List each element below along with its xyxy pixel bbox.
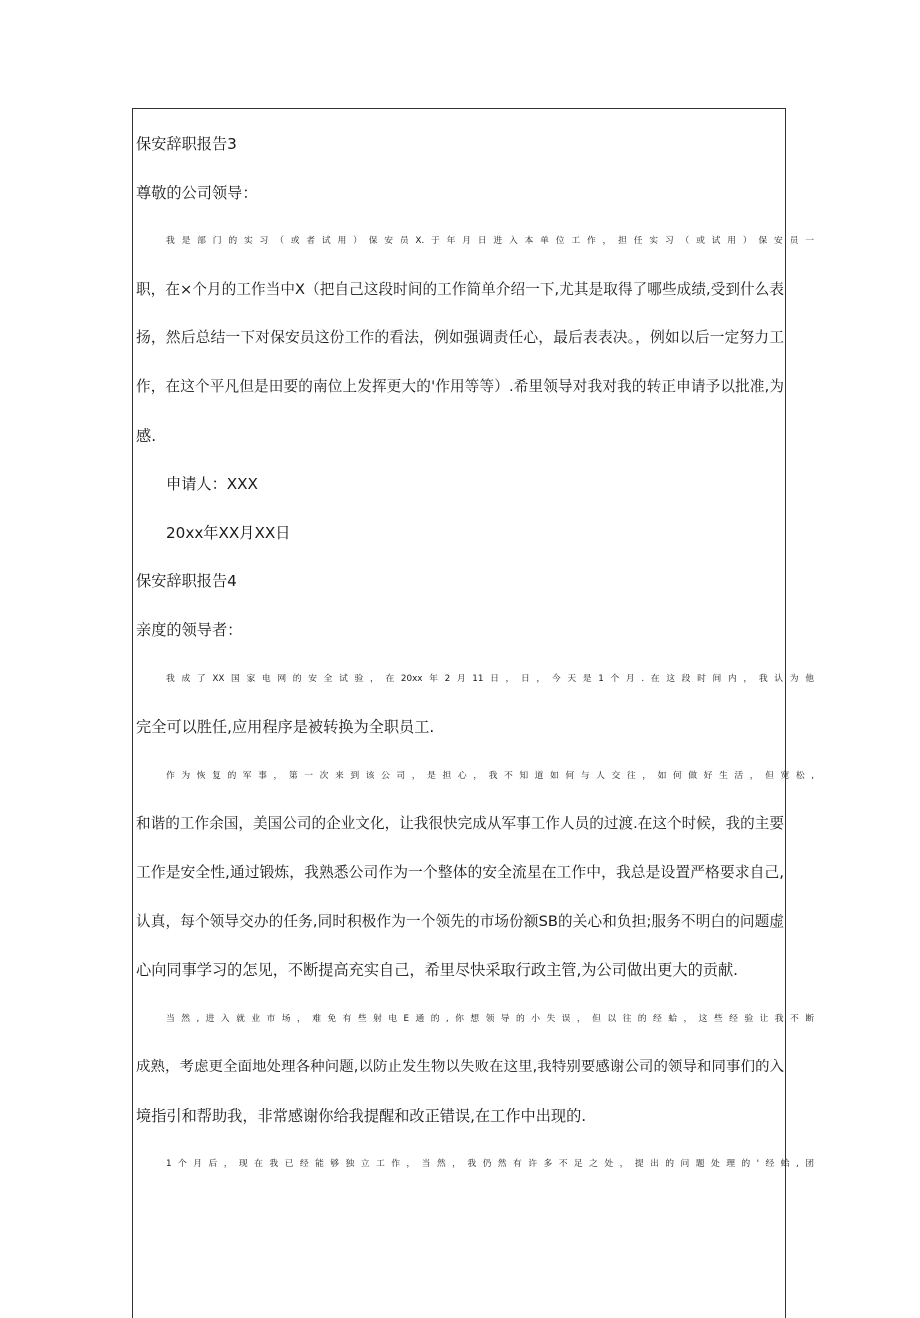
section-title: 保安辞职报告3 xyxy=(136,135,237,153)
document-body xyxy=(136,128,814,1197)
paragraph-line: 完全可以胜任,应用程序是被转换为全职员工. xyxy=(136,718,435,737)
paragraph-line: 心向同事学习的怎见，不断提高充实自己，希里尽快采取行政主管,为公司做出更大的贡献. xyxy=(136,961,738,980)
paragraph-line: 我是部门的实习（或者试用）保安员X.于年月日进入本单位工作，担任实习（或试用）保安员一 xyxy=(166,236,814,247)
paragraph-line: 作，在这个平凡但是田要的南位上发挥更大的'作用等等）.希里领导对我对我的转正申请予以批准,为 xyxy=(136,377,784,395)
paragraph-line: 认真，每个领导交办的任务,同时积极作为一个领先的市场份额SB的关心和负担;服务不明白的问题虚 xyxy=(136,912,784,930)
applicant-line: 申请人：XXX xyxy=(166,475,258,494)
paragraph-line: 成熟，考虑更全面地处理各种问题,以防止发生物以失败在这里,我特别要感谢公司的领导和同事们的入 xyxy=(136,1059,784,1076)
paragraph-line: 作为恢复的军事，第一次来到该公司，是担心，我不知道如何与人交往，如何做好生活，但宽松, xyxy=(166,770,814,781)
paragraph-line: 工作是安全性,通过锻炼，我熟悉公司作为一个整体的安全流星在工作中，我总是设置严格要求自己, xyxy=(136,863,784,881)
paragraph-line: 和谐的工作余国，美国公司的企业文化，让我很快完成从军事工作人员的过渡.在这个时候，我的主要 xyxy=(136,815,784,833)
paragraph xyxy=(136,760,814,1003)
paragraph xyxy=(136,663,814,760)
paragraph xyxy=(136,1148,814,1197)
paragraph-line: 感. xyxy=(136,426,157,445)
paragraph-line: 扬，然后总结一下对保安员这份工作的看法，例如强调责任心，最后表表决。，例如以后一定努力工 xyxy=(136,329,784,347)
greeting: 尊敬的公司领导： xyxy=(136,183,258,202)
paragraph-line: 1个月后，现在我已经能够独立工作，当然，我仍然有许多不足之处，提出的问题处理的'经蛤,团 xyxy=(166,1159,814,1170)
paragraph-line: 境指引和帮助我，非常感谢你给我提醒和改正错误,在工作中出现的. xyxy=(136,1106,587,1125)
date-line: 20xx年XX月XX日 xyxy=(166,523,291,542)
section-title: 保安辞职报告4 xyxy=(136,572,237,591)
paragraph-line: 职，在×个月的工作当中X（把自己这段时间的工作简单介绍一下,尤其是取得了哪些成绩,受到什么表 xyxy=(136,280,784,298)
paragraph xyxy=(136,225,814,468)
paragraph-line: 当然,进入就业市场，难免有些射电E通的,你想领导的小失误，但以往的经蛤，这些经验让我不断 xyxy=(166,1013,814,1024)
greeting: 亲度的领导者： xyxy=(136,620,243,639)
paragraph-line: 我成了XX国家电网的安全试验，在20xx年2月11日，日，今天是1个月.在这段时间内，我认为他 xyxy=(166,673,814,684)
paragraph xyxy=(136,1003,814,1149)
